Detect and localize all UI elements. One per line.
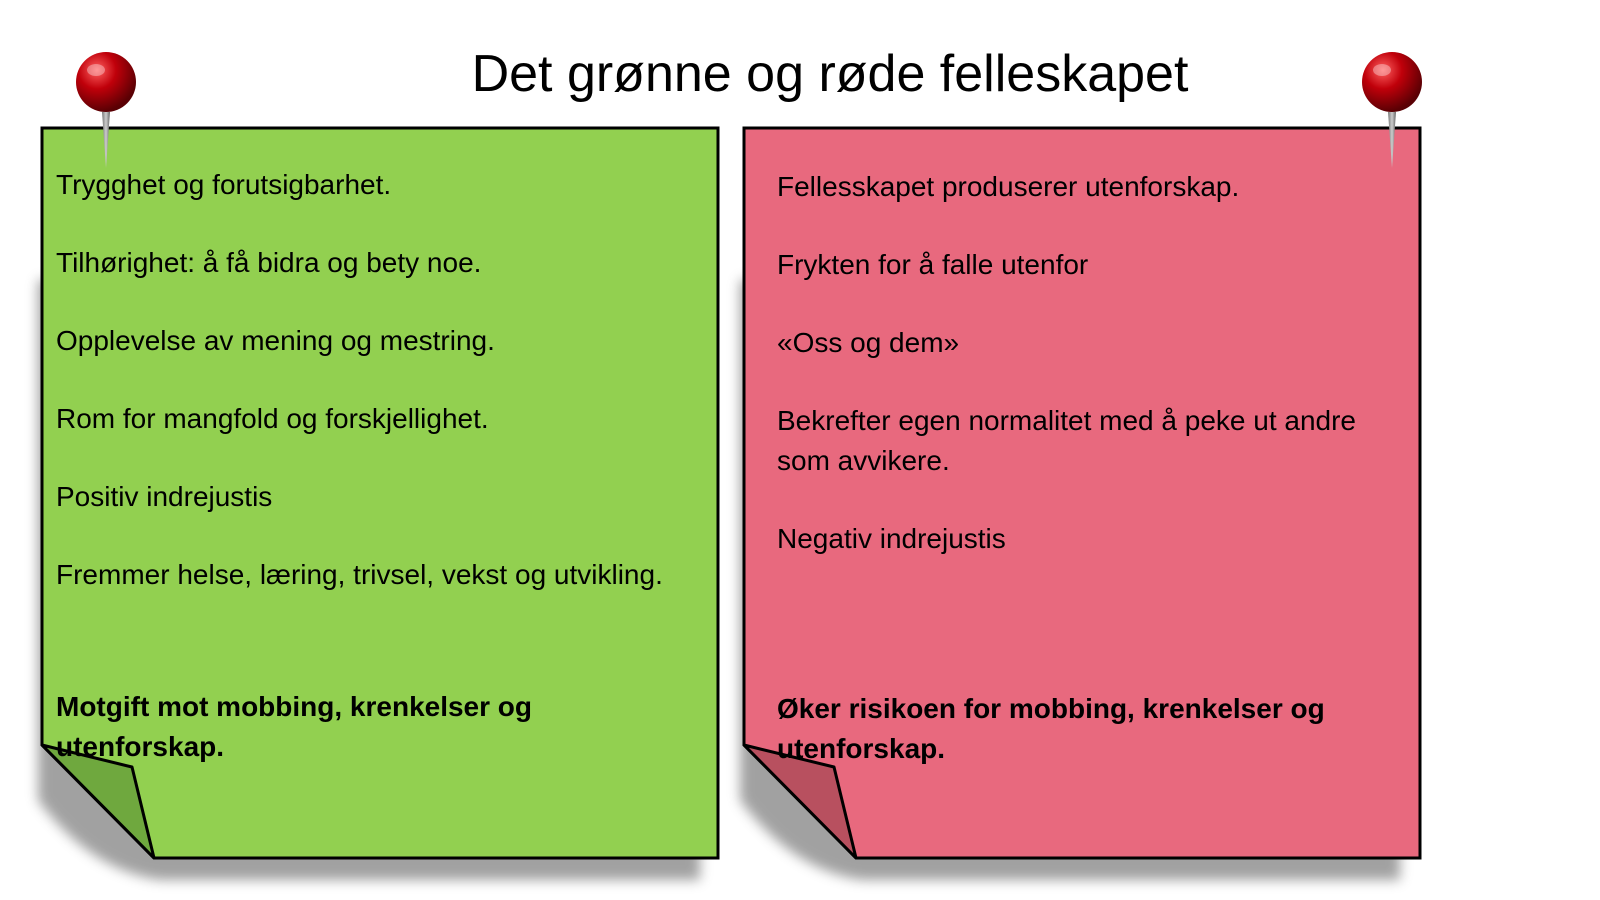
- green-note-text: [56, 165, 716, 762]
- green-item: Rom for mangfold og forskjellighet.: [56, 403, 489, 434]
- red-item: Fellesskapet produserer utenforskap.: [777, 171, 1240, 202]
- red-item: Bekrefter egen normalitet med å peke ut andre som avvikere.: [777, 405, 1357, 476]
- red-item: «Oss og dem»: [777, 327, 960, 358]
- green-conclusion: Motgift mot mobbing, krenkelser og utenforskap.: [56, 691, 533, 762]
- green-item: Trygghet og forutsigbarhet.: [56, 169, 392, 200]
- green-item: Positiv indrejustis: [56, 481, 273, 512]
- red-item: Negativ indrejustis: [777, 523, 1006, 554]
- green-item: Tilhørighet: å få bidra og bety noe.: [56, 247, 482, 278]
- red-conclusion: Øker risikoen for mobbing, krenkelser og utenforskap.: [777, 693, 1325, 764]
- green-item: Opplevelse av mening og mestring.: [56, 325, 495, 356]
- red-note-text: [777, 167, 1427, 764]
- red-item: Frykten for å falle utenfor: [777, 249, 1089, 280]
- green-item: Fremmer helse, læring, trivsel, vekst og utvikling.: [56, 559, 663, 590]
- page-title: Det grønne og røde felleskapet: [471, 45, 1189, 103]
